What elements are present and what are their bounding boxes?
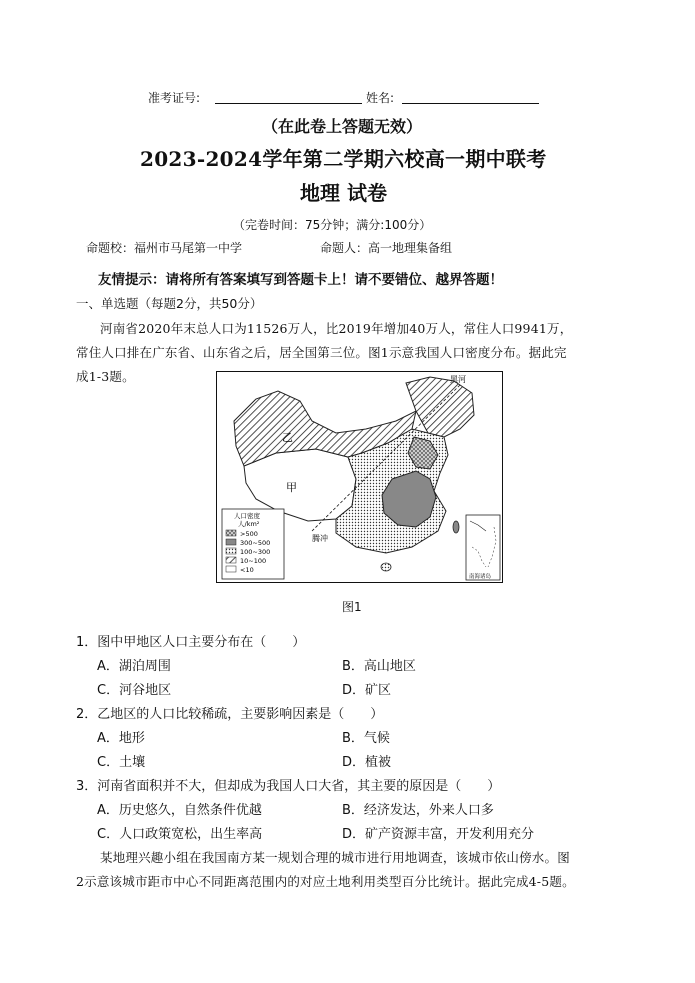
legend-item-5: <10 xyxy=(240,566,254,574)
legend-item-4: 10~100 xyxy=(240,557,267,565)
q2-option-b[interactable]: B．气候 xyxy=(342,731,390,746)
exam-id-label: 准考证号: xyxy=(148,91,201,105)
map-legend xyxy=(222,509,284,579)
q3-option-b[interactable]: B．经济发达，外来人口多 xyxy=(342,803,494,818)
time-score: （完卷时间：75分钟；满分:100分） xyxy=(233,218,432,232)
china-population-density-map xyxy=(216,371,503,583)
section-heading: 一、单选题（每题2分，共50分） xyxy=(76,296,263,311)
legend-item-1: >500 xyxy=(240,530,258,538)
friendly-tip: 友情提示：请将所有答案填写到答题卡上！请不要错位、越界答题！ xyxy=(98,272,503,288)
map-inset xyxy=(466,515,500,580)
school-info: 命题校：福州市马尾第一中学 xyxy=(86,241,243,255)
label-heihe: 黑河 xyxy=(450,375,466,384)
question-1-stem: 1．图中甲地区人口主要分布在（ ） xyxy=(76,635,306,650)
q1-option-d[interactable]: D．矿区 xyxy=(342,683,392,698)
label-jia: 甲 xyxy=(286,481,297,494)
subject-title: 地理 试卷 xyxy=(300,181,387,205)
intro1-line-3: 成1-3题。 xyxy=(76,369,135,384)
intro2-line-1: 某地理兴趣小组在我国南方某一规划合理的城市进行用地调查，该城市依山傍水。图 xyxy=(100,850,570,865)
label-yi: 乙 xyxy=(282,431,293,444)
q1-option-b[interactable]: B．高山地区 xyxy=(342,659,416,674)
page-title: 2023-2024学年第二学期六校高一期中联考 xyxy=(140,147,547,171)
legend-item-2: 300~500 xyxy=(240,539,271,547)
q2-option-c[interactable]: C．土壤 xyxy=(97,755,146,770)
region-hainan xyxy=(381,563,391,571)
q2-option-a[interactable]: A．地形 xyxy=(97,731,145,746)
legend-title: 人口密度 xyxy=(234,512,260,520)
region-taiwan xyxy=(453,521,459,533)
notice: （在此卷上答题无效） xyxy=(262,117,423,136)
legend-item-3: 100~300 xyxy=(240,548,271,556)
label-tengchong: 腾冲 xyxy=(312,534,328,543)
q1-option-a[interactable]: A．湖泊周围 xyxy=(97,659,171,674)
q3-option-d[interactable]: D．矿产资源丰富，开发利用充分 xyxy=(342,827,535,842)
intro1-line-1: 河南省2020年末总人口为11526万人，比2019年增加40万人，常住人口9941万， xyxy=(100,321,573,336)
q3-option-c[interactable]: C．人口政策宽松，出生率高 xyxy=(97,827,263,842)
name-blank[interactable] xyxy=(402,103,539,104)
figure-caption: 图1 xyxy=(342,600,362,614)
inset-label: 南海诸岛 xyxy=(469,574,492,580)
question-2-stem: 2．乙地区的人口比较稀疏，主要影响因素是（ ） xyxy=(76,707,384,722)
question-3-stem: 3．河南省面积并不大，但却成为我国人口大省，其主要的原因是（ ） xyxy=(76,779,501,794)
q1-option-c[interactable]: C．河谷地区 xyxy=(97,683,172,698)
legend-swatch-3 xyxy=(226,548,236,554)
q3-option-a[interactable]: A．历史悠久，自然条件优越 xyxy=(97,803,262,818)
intro1-line-2: 常住人口排在广东省、山东省之后，居全国第三位。图1示意我国人口密度分布。据此完 xyxy=(76,345,567,360)
legend-swatch-4 xyxy=(226,557,236,563)
author-info: 命题人：高一地理集备组 xyxy=(320,241,453,255)
legend-swatch-2 xyxy=(226,539,236,545)
intro2-line-2: 2示意该城市距市中心不同距离范围内的对应土地利用类型百分比统计。据此完成4-5题。 xyxy=(76,874,575,889)
legend-swatch-5 xyxy=(226,566,236,572)
q2-option-d[interactable]: D．植被 xyxy=(342,755,392,770)
legend-unit: 人/km² xyxy=(238,520,260,528)
exam-id-blank[interactable] xyxy=(215,103,362,104)
legend-swatch-1 xyxy=(226,530,236,536)
name-label: 姓名: xyxy=(366,91,395,105)
